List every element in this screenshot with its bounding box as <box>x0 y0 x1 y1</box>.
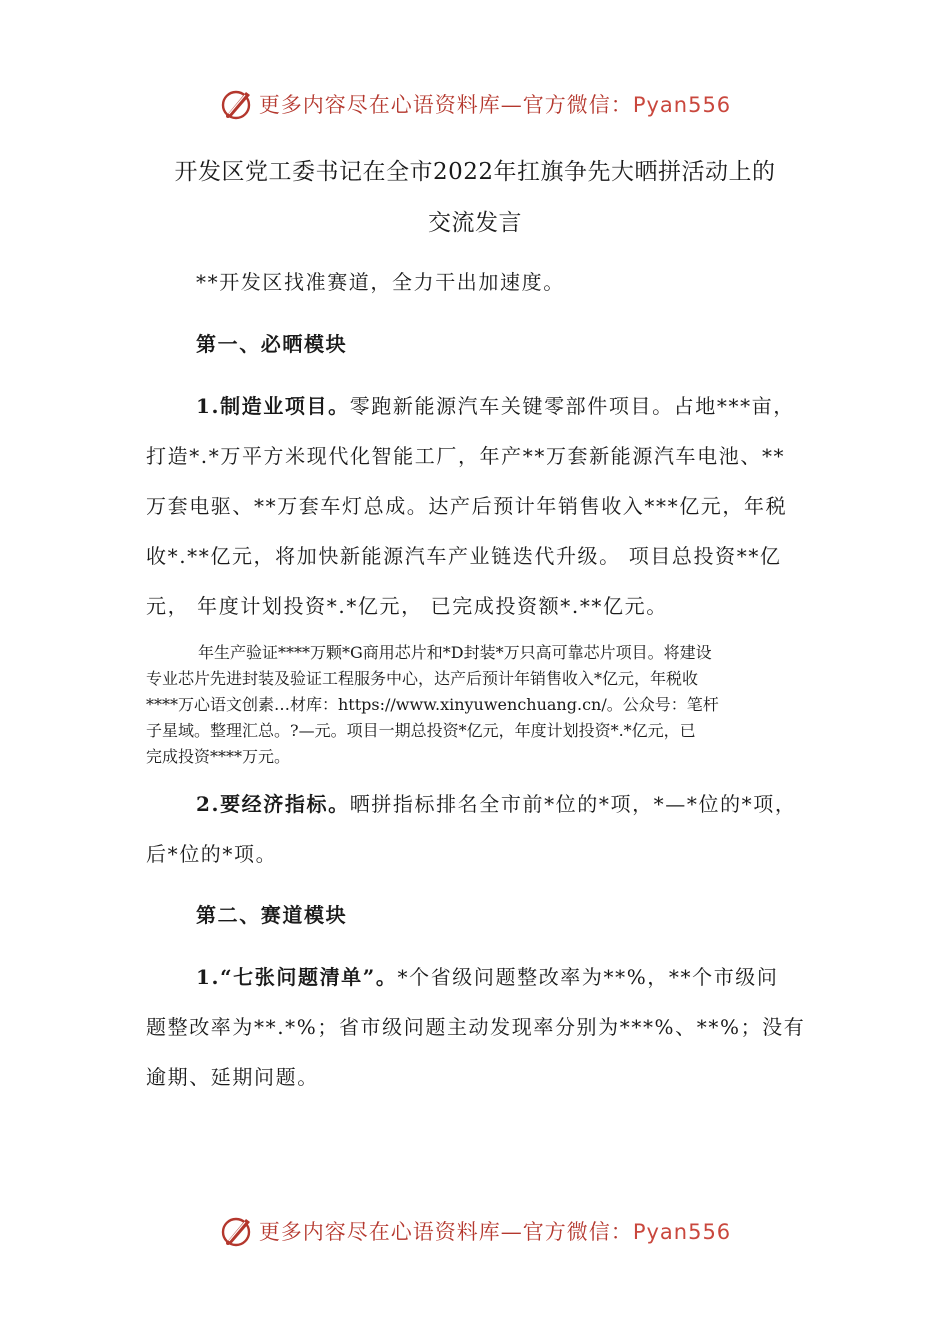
header-banner <box>0 84 950 124</box>
s2-item1-line3: 逾期、延期问题。 <box>146 1065 319 1089</box>
item1-line3: 万套电驱、**万套车灯总成。达产后预计年销售收入***亿元，年税 <box>146 494 788 518</box>
item2-lead: 2.要经济指标。 <box>196 792 350 816</box>
item1-lead: 1.制造业项目。 <box>196 394 350 418</box>
item2-line1: 2.要经济指标。晒拼指标排名全市前*位的*项，*—*位的*项， <box>196 792 797 816</box>
note-line4: 子星域。整理汇总。?—元。项目一期总投资*亿元，年度计划投资*.*亿元，已 <box>146 721 696 740</box>
banner-text: 更多内容尽在心语资料库—官方微信：Pyan556 <box>258 1220 732 1244</box>
item2-line2: 后*位的*项。 <box>146 842 278 866</box>
document-title-line1: 开发区党工委书记在全市2022年扛旗争先大晒拼活动上的 <box>174 159 776 185</box>
banner-wechat-id: Pyan556 <box>632 1220 732 1244</box>
s2-item1-lead: 1.“七张问题清单”。 <box>196 965 398 989</box>
item1-line4: 收*.**亿元，将加快新能源汽车产业链迭代升级。 项目总投资**亿 <box>146 544 782 568</box>
note-line2: 专业芯片先进封装及验证工程服务中心，达产后预计年销售收入*亿元，年税收 <box>146 669 699 688</box>
banner-wechat-id: Pyan556 <box>632 93 732 117</box>
section2-heading: 第二、赛道模块 <box>196 903 348 927</box>
quill-logo-icon <box>219 86 255 122</box>
section1-heading: 第一、必晒模块 <box>196 332 348 356</box>
intro-paragraph: **开发区找准赛道，全力干出加速度。 <box>196 270 565 294</box>
footer-banner <box>0 1211 950 1251</box>
item1-line2: 打造*.*万平方米现代化智能工厂，年产**万套新能源汽车电池、** <box>146 444 786 468</box>
s2-item1-line1: 1.“七张问题清单”。*个省级问题整改率为**%，**个市级问 <box>196 965 779 989</box>
note-line5: 完成投资****万元。 <box>146 747 291 766</box>
item1-line5: 元， 年度计划投资*.*亿元， 已完成投资额*.**亿元。 <box>146 594 668 618</box>
item1-line1: 1.制造业项目。零跑新能源汽车关键零部件项目。占地***亩， <box>196 394 795 418</box>
note-line3: ****万心语文创素…材库：https://www.xinyuwenchuang.cn/。公众号：笔杆 <box>146 695 719 714</box>
banner-text: 更多内容尽在心语资料库—官方微信：Pyan556 <box>258 93 732 117</box>
s2-item1-line2: 题整改率为**.*%；省市级问题主动发现率分别为***%、**%；没有 <box>146 1015 806 1039</box>
document-title-line2: 交流发言 <box>428 210 522 236</box>
note-line1: 年生产验证****万颗*G商用芯片和*D封装*万只高可靠芯片项目。将建设 <box>198 643 712 662</box>
quill-logo-icon <box>219 1213 255 1249</box>
